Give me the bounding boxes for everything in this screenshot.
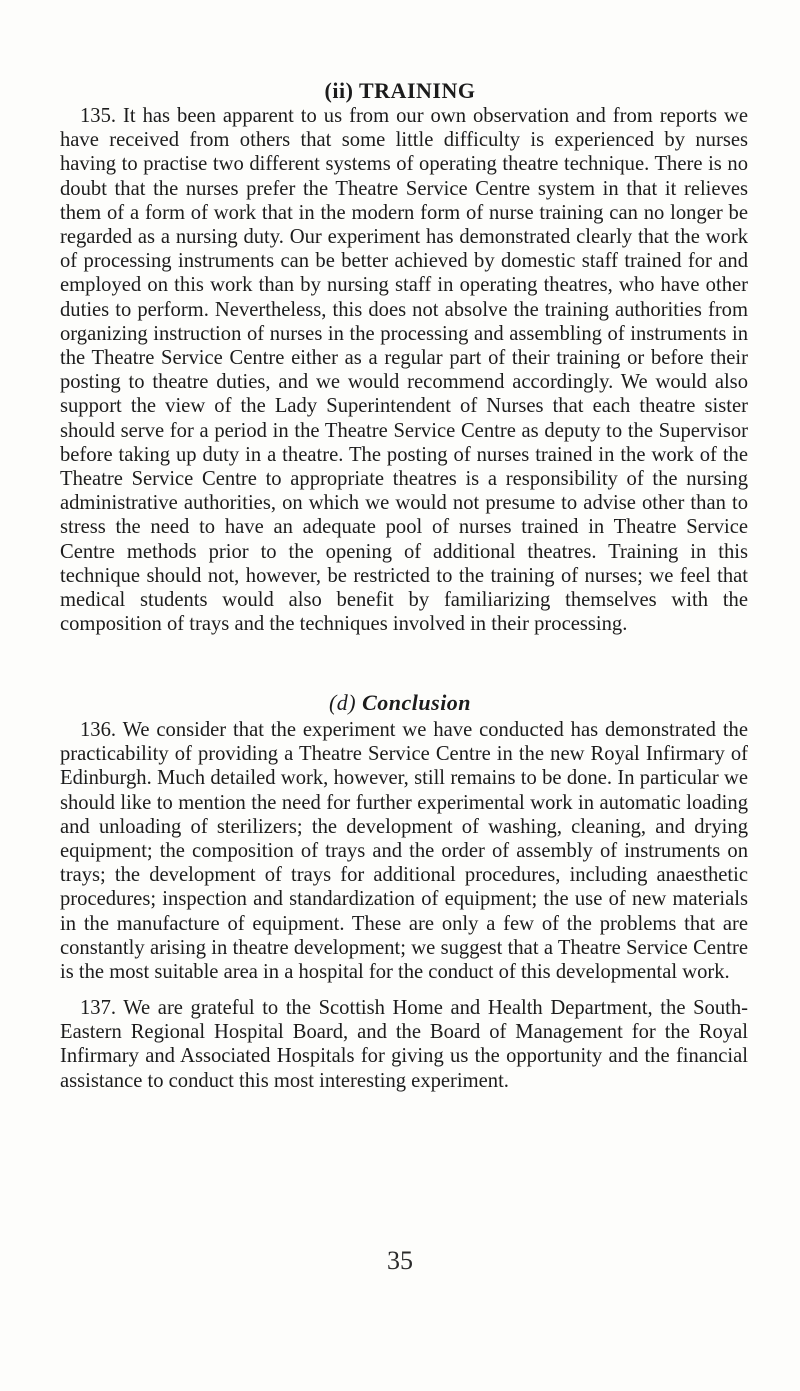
conclusion-heading-text: Conclusion [362,690,472,715]
paragraph-135: 135. It has been apparent to us from our own observation and from reports we have received from others that some little difficulty is experienced by nurses having to practise two different systems of operating theatre technique. There is no doubt that the nurses prefer the Theatre Service Centre system in that it relieves them of a form of work that in the modern form of nurse training can no longer be regarded as a nursing duty. Our experiment has demonstrated clearly that the work of processing instruments can be better achieved by domestic staff trained for and employed on this work than by nursing staff in operating theatres, who have other duties to perform. Nevertheless, this does not absolve the training authorities from organizing instruction of nurses in the processing and assembling of instruments in the Theatre Service Centre either as a regular part of their training or before their posting to theatre duties, and we would recommend accordingly. We would also support the view of the Lady Superintendent of Nurses that each theatre sister should serve for a period in the Theatre Service Centre as deputy to the Supervisor before taking up duty in a theatre. The posting of nurses trained in the work of the Theatre Service Centre to appropriate theatres is a responsibility of the nursing administrative authorities, on which we would not presume to advise other than to stress the need to have an adequate pool of nurses trained in Theatre Service Centre methods prior to the opening of additional theatres. Training in this technique should not, however, be restricted to the training of nurses; we feel that medical students would also benefit by familiarizing themselves with the composition of trays and the techniques involved in their processing. [60,105,748,636]
conclusion-heading-letter: (d) [328,690,357,715]
training-section-heading: (ii) TRAINING [324,78,476,103]
paragraph-136: 136. We consider that the experiment we have conducted has demonstrated the practicability of providing a Theatre Service Centre in the new Royal Infirmary of Edinburgh. Much detailed work, however, still remains to be done. In particular we should like to mention the need for further experimental work in automatic loading and unloading of sterilizers; the development of washing, cleaning, and drying equipment; the composition of trays and the order of assembly of instruments on trays; the development of trays for additional procedures, including anaesthetic procedures; inspection and standardization of equipment; the use of new materials in the manufacture of equipment. These are only a few of the problems that are constantly arising in theatre development; we suggest that a Theatre Service Centre is the most suitable area in a hospital for the conduct of this developmental work. [60,719,748,984]
paragraph-137: 137. We are grateful to the Scottish Home and Health Department, the South-Eastern Regional Hospital Board, and the Board of Management for the Royal Infirmary and Associated Hospitals for giving us the opportunity and the financial assistance to conduct this most interesting experiment. [60,997,748,1092]
conclusion-section-heading [0,690,800,716]
page-number: 35 [387,1246,413,1275]
